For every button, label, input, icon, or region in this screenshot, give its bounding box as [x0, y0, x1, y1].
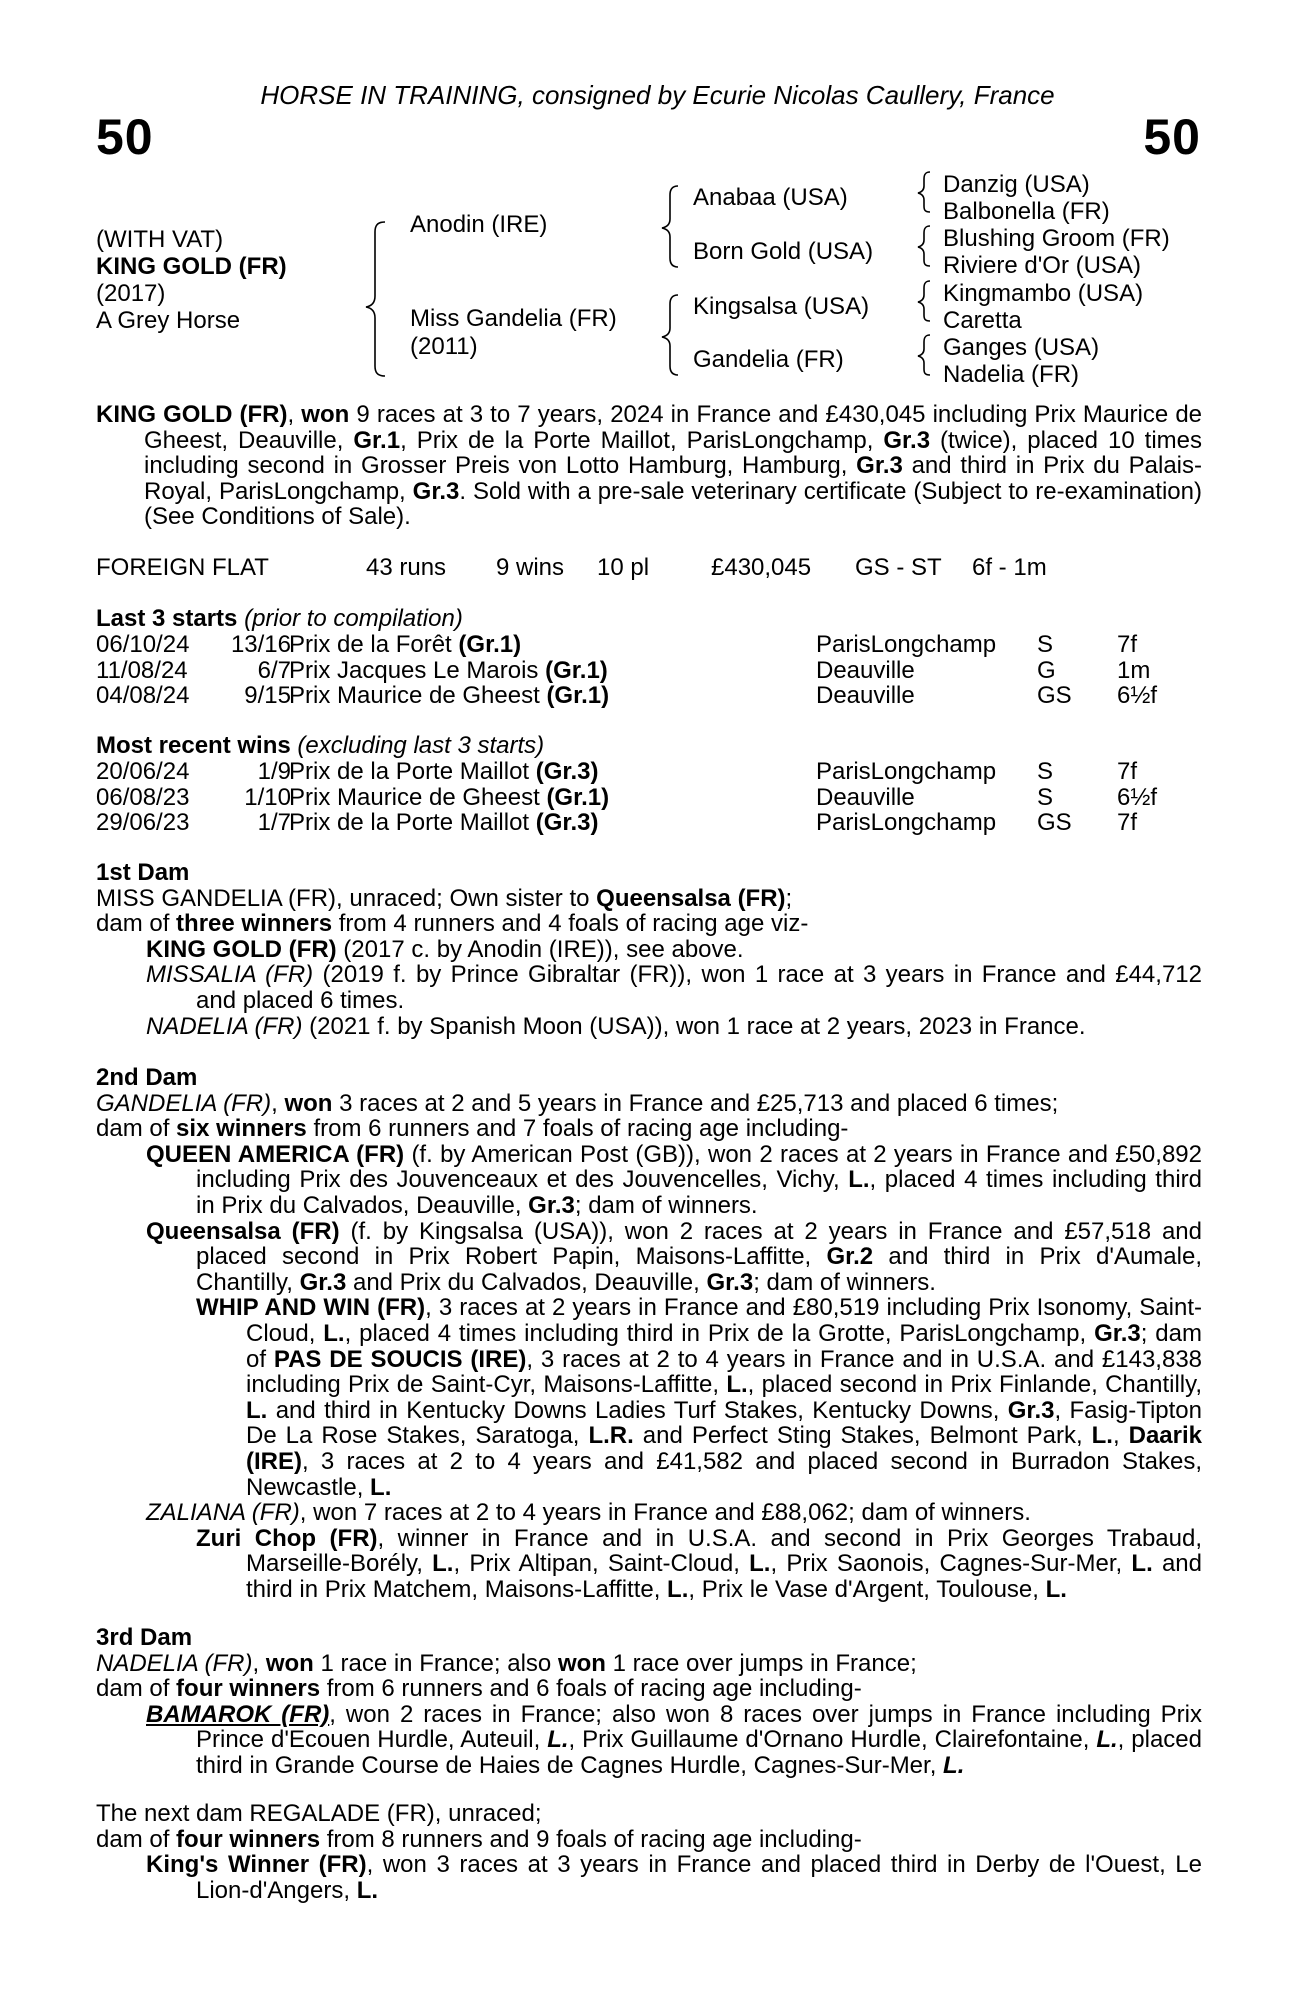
recent-wins-title: Most recent wins [96, 732, 291, 759]
won-label: won [557, 1649, 606, 1677]
grade-label: Gr.3 [528, 1191, 575, 1219]
progeny-entry [96, 1526, 1202, 1603]
row-grade: (Gr.1) [458, 631, 522, 658]
grade-label: L. [1131, 1550, 1153, 1578]
first-dam-line1 [96, 886, 1202, 912]
text: (2019 f. by Prince Gibraltar (FR)), won 1 race at 3 years in France and £44,712 and placed 6 times. [196, 961, 1202, 1014]
text: , won 7 races at 2 to 4 years in France and £88,062; dam of winners. [299, 1499, 1031, 1527]
second-dam-line1 [96, 1091, 1202, 1117]
grade-label: L. [246, 1396, 268, 1424]
grade-label: Gr.3 [883, 426, 931, 454]
pedigree-brackets [0, 0, 1315, 400]
pedigree-sire-dam: Born Gold (USA) [693, 238, 874, 265]
progeny-name: KING GOLD (FR) [146, 935, 337, 963]
row-going: S [1037, 783, 1054, 811]
pedigree-ddd: Nadelia (FR) [943, 361, 1080, 388]
text: dam of [96, 1825, 177, 1853]
text: , Prix Guillaume d'Ornano Hurdle, Clairefontaine, [568, 1726, 1097, 1754]
progeny-entry [96, 1702, 1202, 1779]
row-course: ParisLongchamp [816, 631, 997, 658]
row-grade: (Gr.3) [535, 758, 599, 785]
row-course: Deauville [816, 656, 915, 684]
text: and third in Prix Matchem, Maisons-Laffitte, [246, 1550, 1202, 1603]
row-pos-text: 6/7 [257, 656, 291, 684]
text: ; dam of winners. [574, 1191, 758, 1219]
pedigree-dam-dam: Gandelia (FR) [693, 346, 844, 373]
text: (f. by Kingsalsa (USA)), won 2 races at 2 years in France and £57,518 and placed second in Prix Robert Papin, Maisons-Laffitte, [196, 1217, 1202, 1271]
last3-note: (prior to compilation) [237, 605, 463, 632]
row-course: ParisLongchamp [816, 758, 997, 785]
third-dam-section [96, 1625, 1202, 1779]
progeny-entry [96, 937, 1202, 963]
text: (2021 f. by Spanish Moon (USA)), won 1 race at 2 years, 2023 in France. [302, 1012, 1086, 1040]
text: and Prix du Calvados, Deauville, [346, 1268, 707, 1296]
progeny-entry [96, 1142, 1202, 1219]
row-race [289, 759, 598, 785]
text: from 6 runners and 7 foals of racing age including- [306, 1115, 849, 1143]
grade-label: Gr.1 [353, 426, 401, 454]
summary-horse-name: KING GOLD (FR) [96, 401, 288, 428]
text: dam of [96, 910, 177, 938]
row-race [289, 658, 608, 684]
text: , placed third in Grande Course de Haies de Cagnes Hurdle, Cagnes-Sur-Mer, [196, 1726, 1203, 1779]
pedigree-bracket-1 [918, 172, 930, 212]
progeny-entry [96, 1014, 1202, 1040]
lot-number-right: 50 [1143, 109, 1201, 165]
grade-label: L. [370, 1473, 392, 1501]
text: , won 3 races at 3 years in France and placed third in Derby de l'Ouest, Le Lion-d'Angers, [196, 1851, 1202, 1904]
vat-note: (WITH VAT) [96, 226, 224, 253]
summary-text: , [287, 401, 302, 428]
row-race-text: Prix Maurice de Gheest [289, 783, 547, 811]
record-distance: 6f - 1m [972, 554, 1047, 581]
progeny-name: MISSALIA (FR) [146, 961, 314, 989]
row-distance: 6½f [1117, 682, 1158, 710]
text: 1 race over jumps in France; [605, 1649, 917, 1677]
grade-label: Gr.3 [856, 452, 903, 480]
row-pos-text: 1/10 [244, 783, 291, 811]
record-wins: 9 wins [496, 554, 565, 581]
grade-label: Gr.3 [706, 1268, 754, 1296]
progeny-name: BAMAROK (FR) [146, 1700, 330, 1728]
pedigree-bracket-main [366, 222, 385, 376]
row-race [289, 785, 609, 811]
progeny-name: QUEEN AMERICA (FR) [146, 1140, 405, 1168]
dam-name: NADELIA (FR) [96, 1649, 253, 1677]
summary-text: . Sold with a pre-sale veterinary certificate (Subject to re-examination) (See Conditions of Sale). [144, 477, 1202, 531]
text: ; [785, 884, 793, 912]
progeny-entry [96, 1219, 1202, 1296]
row-race [289, 683, 609, 709]
row-going: GS [1037, 809, 1072, 837]
winners-count: six winners [176, 1115, 307, 1143]
next-dam-line2 [96, 1827, 1202, 1853]
row-course: Deauville [816, 682, 915, 710]
progeny-name: PAS DE SOUCIS (IRE) [273, 1345, 527, 1373]
pedigree-sds: Blushing Groom (FR) [943, 225, 1170, 252]
horse-name: KING GOLD (FR) [96, 253, 287, 280]
text: MISS GANDELIA (FR), unraced; Own sister to [96, 884, 597, 912]
last3-heading [96, 606, 463, 632]
row-pos [191, 658, 291, 684]
record-placed: 10 pl [597, 554, 650, 581]
text: , 3 races at 2 to 4 years and £41,582 and placed second in Burradon Stakes, Newcastle, [246, 1447, 1202, 1501]
progeny-name: NADELIA (FR) [146, 1012, 303, 1040]
grade-label: L. [356, 1876, 379, 1904]
consignment-header: HORSE IN TRAINING, consigned by Ecurie Nicolas Caullery, France [260, 80, 1055, 110]
pedigree-sss: Danzig (USA) [943, 171, 1090, 198]
row-pos [191, 683, 291, 709]
text: from 4 runners and 4 foals of racing age viz- [332, 910, 809, 938]
next-dam-line1: The next dam REGALADE (FR), unraced; [96, 1800, 542, 1827]
row-race-text: Prix Jacques Le Marois [289, 656, 546, 684]
text: , won 2 races in France; also won 8 races over jumps in France including Prix Prince d'Ecouen Hurdle, Auteuil, [196, 1700, 1202, 1754]
summary-won: won [301, 401, 350, 428]
row-date: 11/08/24 [96, 656, 188, 684]
row-pos [191, 810, 291, 836]
row-date: 29/06/23 [96, 809, 190, 837]
pedigree-bracket-4 [918, 335, 930, 375]
grade-label: L. [726, 1371, 748, 1399]
horse-year: (2017) [96, 280, 166, 307]
row-going: S [1037, 631, 1054, 658]
text: from 6 runners and 6 foals of racing age including- [320, 1675, 862, 1703]
text: , [1112, 1422, 1129, 1450]
pedigree-sire: Anodin (IRE) [410, 211, 548, 238]
text: , Prix Saonois, Cagnes-Sur-Mer, [770, 1550, 1132, 1578]
grade-label: L. [1096, 1726, 1118, 1754]
third-dam-line2 [96, 1676, 1202, 1702]
race-summary [96, 402, 1202, 530]
grade-label: L. [1091, 1422, 1113, 1450]
row-grade: (Gr.3) [535, 809, 599, 837]
record-earnings: £430,045 [711, 554, 812, 581]
won-label: won [284, 1089, 333, 1117]
grade-label: L. [1045, 1575, 1067, 1603]
text: , placed 4 times including third in Prix de la Grotte, ParisLongchamp, [344, 1319, 1095, 1347]
text: , winner in France and in U.S.A. and second in Prix Georges Trabaud, Marseille-Borély, [246, 1524, 1203, 1578]
text: , 3 races at 2 to 4 years in France and in U.S.A. and £143,838 including Prix de Saint-Cyr, Maisons-Laffitte, [246, 1345, 1203, 1399]
summary-text: (twice), placed 10 times including second in Grosser Preis von Lotto Hamburg, Hamburg, [144, 426, 1202, 480]
row-race [289, 632, 521, 658]
text: , Prix Altipan, Saint-Cloud, [453, 1550, 750, 1578]
third-dam-title: 3rd Dam [96, 1624, 193, 1651]
summary-text: 9 races at 3 to 7 years, 2024 in France and £430,045 including Prix Maurice de Gheest, Deauville, [144, 401, 1203, 454]
pedigree-bracket-3 [918, 281, 930, 321]
row-race-text: Prix Maurice de Gheest [289, 682, 547, 710]
first-dam-section [96, 860, 1202, 1039]
last3-title: Last 3 starts [96, 605, 238, 632]
text: , [271, 1089, 285, 1117]
row-date: 06/10/24 [96, 631, 190, 658]
recent-wins-heading [96, 733, 544, 759]
text: , 3 races at 2 years in France and £80,519 including Prix Isonomy, Saint-Cloud, [246, 1294, 1202, 1347]
text: 3 races at 2 and 5 years in France and £25,713 and placed 6 times; [332, 1089, 1059, 1117]
text: from 8 runners and 9 foals of racing age including- [320, 1825, 862, 1853]
row-race-text: Prix de la Forêt [289, 631, 459, 658]
progeny-entry [96, 1852, 1202, 1903]
grade-label: L. [432, 1550, 454, 1578]
progeny-name: Zuri Chop (FR) [196, 1524, 378, 1552]
row-going: S [1037, 758, 1054, 785]
pedigree-bracket-sire [662, 186, 678, 267]
row-pos [191, 632, 291, 658]
progeny-name: King's Winner (FR) [146, 1851, 367, 1879]
horse-link: Queensalsa (FR) [596, 884, 786, 912]
grade-label: L. [323, 1319, 345, 1347]
pedigree-ssd: Balbonella (FR) [943, 198, 1110, 225]
pedigree-bracket-2 [918, 226, 930, 266]
text: , placed 4 times including third in Prix du Calvados, Deauville, [196, 1166, 1202, 1219]
row-pos-text: 9/15 [244, 682, 291, 710]
first-dam-line2 [96, 911, 1202, 937]
second-dam-title: 2nd Dam [96, 1064, 198, 1091]
winners-count: four winners [176, 1675, 321, 1703]
row-course: Deauville [816, 783, 915, 811]
row-distance: 1m [1117, 656, 1151, 684]
row-going: G [1037, 656, 1056, 684]
progeny-entry [96, 962, 1202, 1013]
row-distance: 7f [1117, 809, 1138, 837]
row-date: 06/08/23 [96, 783, 190, 811]
row-going: GS [1037, 682, 1072, 710]
text: , [252, 1649, 266, 1677]
next-dam-section [96, 1801, 1202, 1903]
first-dam-title: 1st Dam [96, 859, 190, 886]
grade-label: Gr.3 [1007, 1396, 1055, 1424]
summary-text: and third in Prix du Palais-Royal, ParisLongchamp, [144, 452, 1202, 505]
row-race [289, 810, 598, 836]
second-dam-line2 [96, 1116, 1202, 1142]
row-grade: (Gr.1) [546, 783, 610, 811]
text: dam of [96, 1675, 177, 1703]
grade-label: Gr.3 [299, 1268, 347, 1296]
grade-label: Gr.3 [412, 477, 460, 505]
grade-label: L. [848, 1166, 870, 1194]
winners-count: three winners [176, 910, 333, 938]
row-date: 04/08/24 [96, 682, 190, 710]
second-dam-section [96, 1065, 1202, 1602]
progeny-entry [96, 1295, 1202, 1500]
row-distance: 6½f [1117, 783, 1158, 811]
text: , Prix le Vase d'Argent, Toulouse, [688, 1575, 1046, 1603]
grade-label: L.R. [588, 1422, 634, 1450]
pedigree-dds: Ganges (USA) [943, 334, 1100, 361]
row-distance: 7f [1117, 631, 1138, 658]
pedigree-dam-year: (2011) [410, 333, 478, 360]
row-race-text: Prix de la Porte Maillot [289, 758, 536, 785]
progeny-name: Queensalsa (FR) [146, 1217, 340, 1245]
text: and Perfect Sting Stakes, Belmont Park, [633, 1422, 1092, 1450]
row-pos [191, 759, 291, 785]
grade-label: Gr.2 [826, 1243, 874, 1271]
progeny-name: WHIP AND WIN (FR) [196, 1294, 426, 1322]
won-label: won [265, 1649, 314, 1677]
row-pos-text: 1/7 [257, 809, 291, 837]
row-pos-text: 1/9 [257, 758, 291, 785]
text: 1 race in France; also [313, 1649, 558, 1677]
pedigree-dam: Miss Gandelia (FR) [410, 305, 617, 332]
record-label: FOREIGN FLAT [96, 554, 269, 581]
pedigree-dam-sire: Kingsalsa (USA) [693, 293, 870, 320]
text: (2017 c. by Anodin (IRE)), see above. [336, 935, 744, 963]
text: and third in Kentucky Downs Ladies Turf Stakes, Kentucky Downs, [267, 1396, 1008, 1424]
text: (f. by American Post (GB)), won 2 races at 2 years in France and £50,892 including Prix des Jouvenceaux et des Jouvencelles, Vichy, [196, 1140, 1202, 1194]
dam-name: GANDELIA (FR) [96, 1089, 272, 1117]
text: dam of [96, 1115, 177, 1143]
winners-count: four winners [176, 1825, 321, 1853]
text: ; dam of winners. [753, 1268, 936, 1296]
horse-description: A Grey Horse [96, 307, 241, 334]
row-course: ParisLongchamp [816, 809, 997, 837]
pedigree-sdd: Riviere d'Or (USA) [943, 252, 1141, 279]
row-date: 20/06/24 [96, 758, 190, 785]
text: , Fasig-Tipton De La Rose Stakes, Saratoga, [246, 1396, 1203, 1450]
recent-wins-note: (excluding last 3 starts) [290, 732, 545, 759]
row-race-text: Prix de la Porte Maillot [289, 809, 536, 837]
pedigree-bracket-dam [662, 295, 678, 375]
lot-number-left: 50 [96, 109, 154, 165]
text: , placed second in Prix Finlande, Chantilly, [747, 1371, 1202, 1399]
third-dam-line1 [96, 1651, 1202, 1677]
text: ; dam of [246, 1319, 1202, 1373]
grade-label: L. [749, 1550, 771, 1578]
progeny-name: Daarik (IRE) [246, 1422, 1202, 1475]
pedigree-dsd: Caretta [943, 307, 1022, 334]
record-runs: 43 runs [366, 554, 447, 581]
summary-text: , Prix de la Porte Maillot, ParisLongchamp, [400, 426, 884, 454]
record-going: GS - ST [855, 554, 942, 581]
row-grade: (Gr.1) [545, 656, 608, 684]
pedigree-dss: Kingmambo (USA) [943, 280, 1144, 307]
row-pos-text: 13/16 [230, 631, 291, 658]
pedigree-sire-sire: Anabaa (USA) [693, 184, 848, 211]
text: and third in Prix d'Aumale, Chantilly, [196, 1243, 1202, 1296]
grade-label: L. [943, 1751, 965, 1779]
grade-label: L. [667, 1575, 689, 1603]
grade-label: Gr.3 [1094, 1319, 1141, 1347]
grade-label: L. [547, 1726, 569, 1754]
progeny-name: ZALIANA (FR) [146, 1499, 300, 1527]
progeny-entry [96, 1500, 1202, 1526]
row-pos [191, 785, 291, 811]
row-distance: 7f [1117, 758, 1138, 785]
row-grade: (Gr.1) [546, 682, 610, 710]
